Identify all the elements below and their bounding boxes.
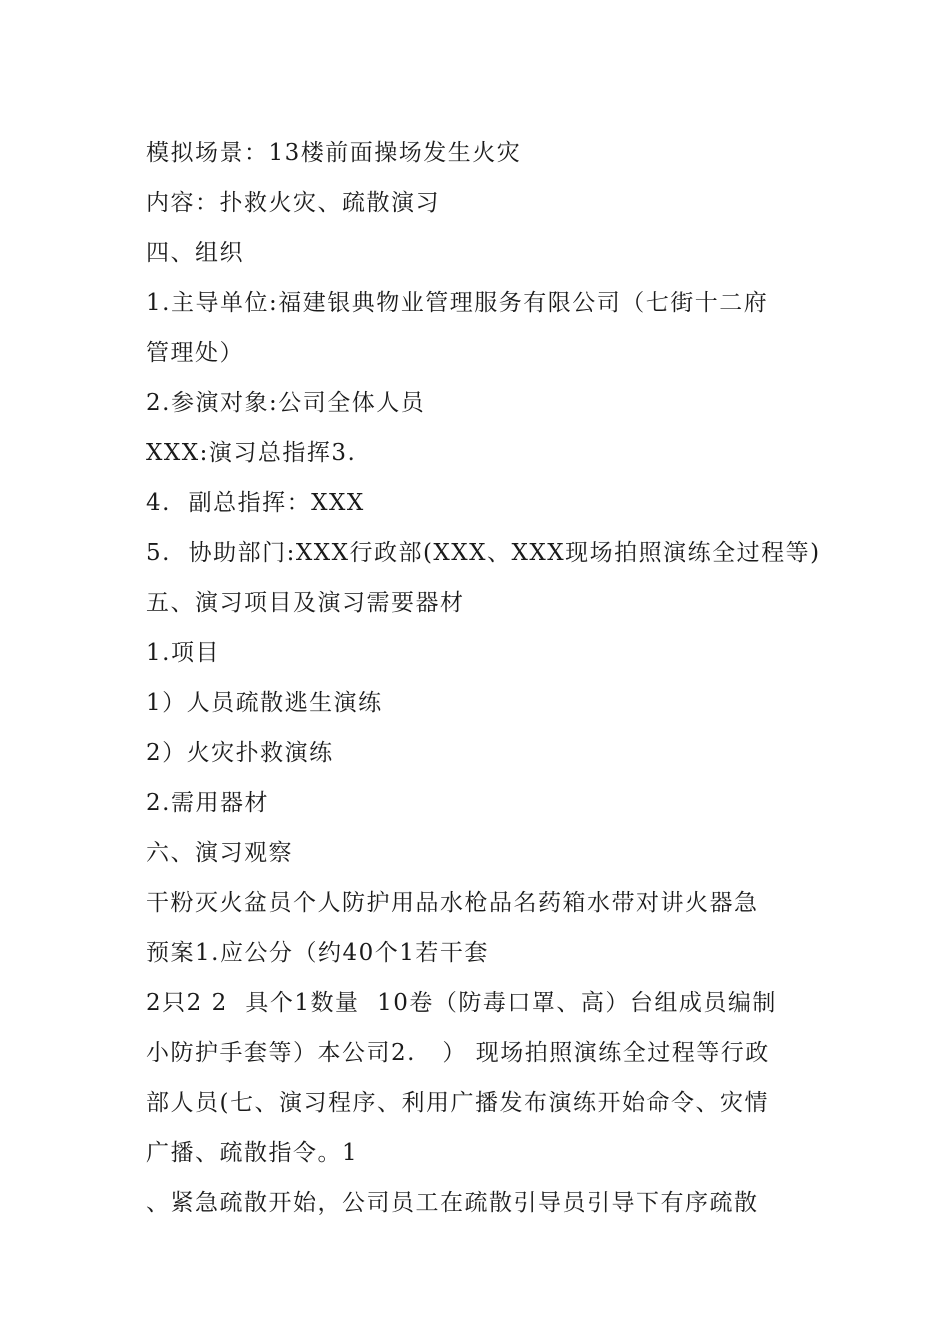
text-line-commander: XXX:演习总指挥3.: [146, 440, 357, 466]
text-line-content: 内容：扑救火灾、疏散演习: [146, 190, 440, 216]
text-line-assisting-dept: 5. 协助部门:XXX行政部(XXX、XXX现场拍照演练全过程等): [146, 540, 821, 566]
text-line-items: 1.项目: [146, 640, 220, 666]
text-line-lead-unit-cont: 管理处）: [146, 340, 244, 366]
text-line-equipment-list: 干粉灭火盆员个人防护用品水枪品名药箱水带对讲火器急: [146, 890, 759, 916]
document-body: [146, 128, 821, 1228]
text-line-evacuation-drill: 1）人员疏散逃生演练: [146, 690, 383, 716]
section-heading-observation: 六、演习观察: [146, 840, 293, 866]
text-line-participants: 2.参演对象:公司全体人员: [146, 390, 426, 416]
text-line-equipment: 2.需用器材: [146, 790, 269, 816]
text-line-evacuation-start: 、紧急疏散开始，公司员工在疏散引导员引导下有序疏散: [146, 1190, 759, 1216]
text-line-lead-unit: 1.主导单位:福建银典物业管理服务有限公司（七街十二府: [146, 290, 769, 316]
text-line-deputy-commander: 4. 副总指挥：XXX: [146, 490, 365, 516]
section-heading-items-equipment: 五、演习项目及演习需要器材: [146, 590, 465, 616]
text-line-procedure: 部人员(七、演习程序、利用广播发布演练开始命令、灾情: [146, 1090, 769, 1116]
text-line-scenario: 模拟场景：13楼前面操场发生火灾: [146, 140, 522, 166]
text-line-firefighting-drill: 2）火灾扑救演练: [146, 740, 334, 766]
text-line-equipment-list-3: 2只2 2 具个1数量 10卷（防毒口罩、高）台组成员编制: [146, 990, 777, 1016]
section-heading-organization: 四、组织: [146, 240, 244, 266]
text-line-equipment-list-2: 预案1.应公分（约40个1若干套: [146, 940, 489, 966]
text-line-equipment-list-4: 小防护手套等）本公司2. ） 现场拍照演练全过程等行政: [146, 1040, 770, 1066]
text-line-procedure-2: 广播、疏散指令。1: [146, 1140, 359, 1166]
